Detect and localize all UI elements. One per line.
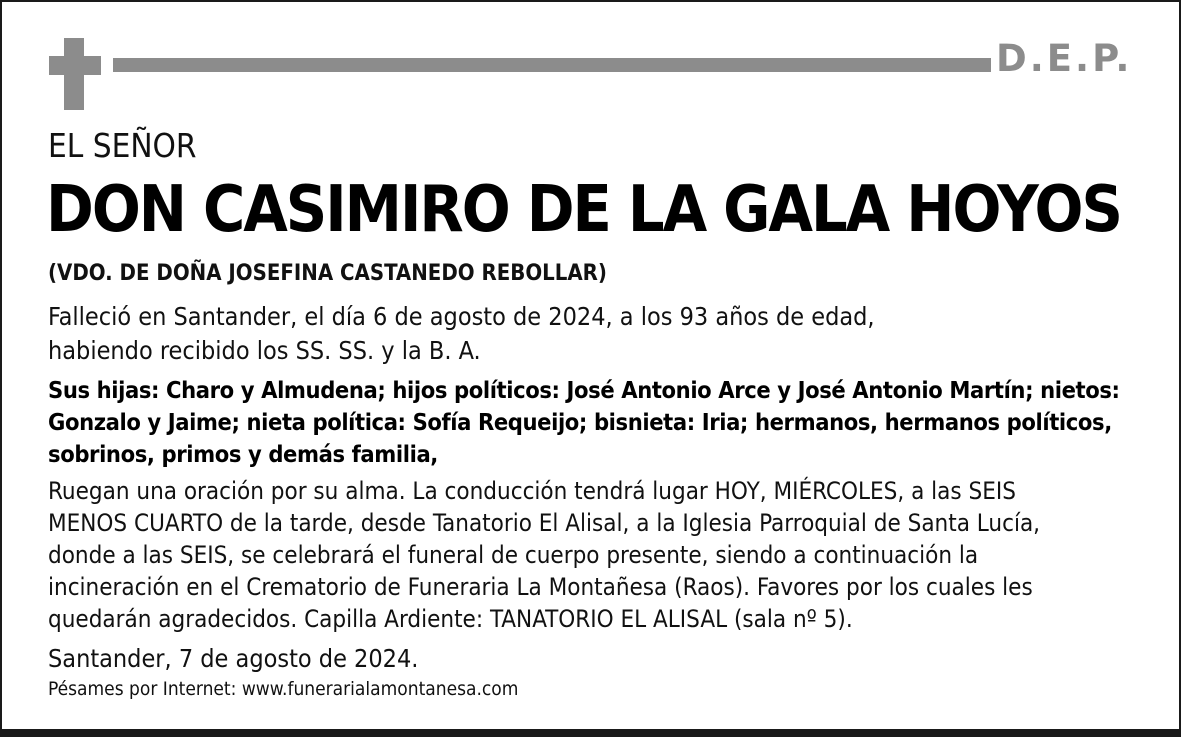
family-paragraph [48,374,1158,470]
funeral-line: Ruegan una oración por su alma. La conducción tendrá lugar HOY, MIÉRCOLES, a las SEIS [48,477,1016,505]
funeral-line: quedarán agradecidos. Capilla Ardiente: TANATORIO EL ALISAL (sala nº 5). [48,605,853,633]
funeral-line: donde a las SEIS, se celebrará el funeral de cuerpo presente, siendo a continuación la [48,541,979,569]
funeral-line: incineración en el Crematorio de Funeraria La Montañesa (Raos). Favores por los cuales les [48,573,1033,601]
deceased-name: DON CASIMIRO DE LA GALA HOYOS [46,173,1121,247]
widow-line: (VDO. DE DOÑA JOSEFINA CASTANEDO REBOLLAR) [48,261,607,286]
header-rule [113,58,991,72]
condolences-web-line: Pésames por Internet: www.funerarialamontanesa.com [48,678,519,700]
family-line: Sus hijas: Charo y Almudena; hijos políticos: José Antonio Arce y José Antonio Martín; nietos: [48,376,1120,404]
death-line: habiendo recibido los SS. SS. y la B. A. [48,336,481,365]
date-line: Santander, 7 de agosto de 2024. [48,644,419,673]
family-line: sobrinos, primos y demás familia, [48,440,438,468]
intro-title: EL SEÑOR [48,126,197,165]
funeral-paragraph [48,475,1158,635]
family-line: Gonzalo y Jaime; nieta política: Sofía Requeijo; bisnieta: Iria; hermanos, hermanos políticos, [48,408,1112,436]
dep-label: D.E.P. [996,37,1133,80]
cross-horizontal-bar [49,56,101,75]
death-line: Falleció en Santander, el día 6 de agosto de 2024, a los 93 años de edad, [48,302,875,331]
funeral-line: MENOS CUARTO de la tarde, desde Tanatorio El Alisal, a la Iglesia Parroquial de Santa Lucía, [48,509,1041,537]
death-paragraph [48,300,1158,368]
